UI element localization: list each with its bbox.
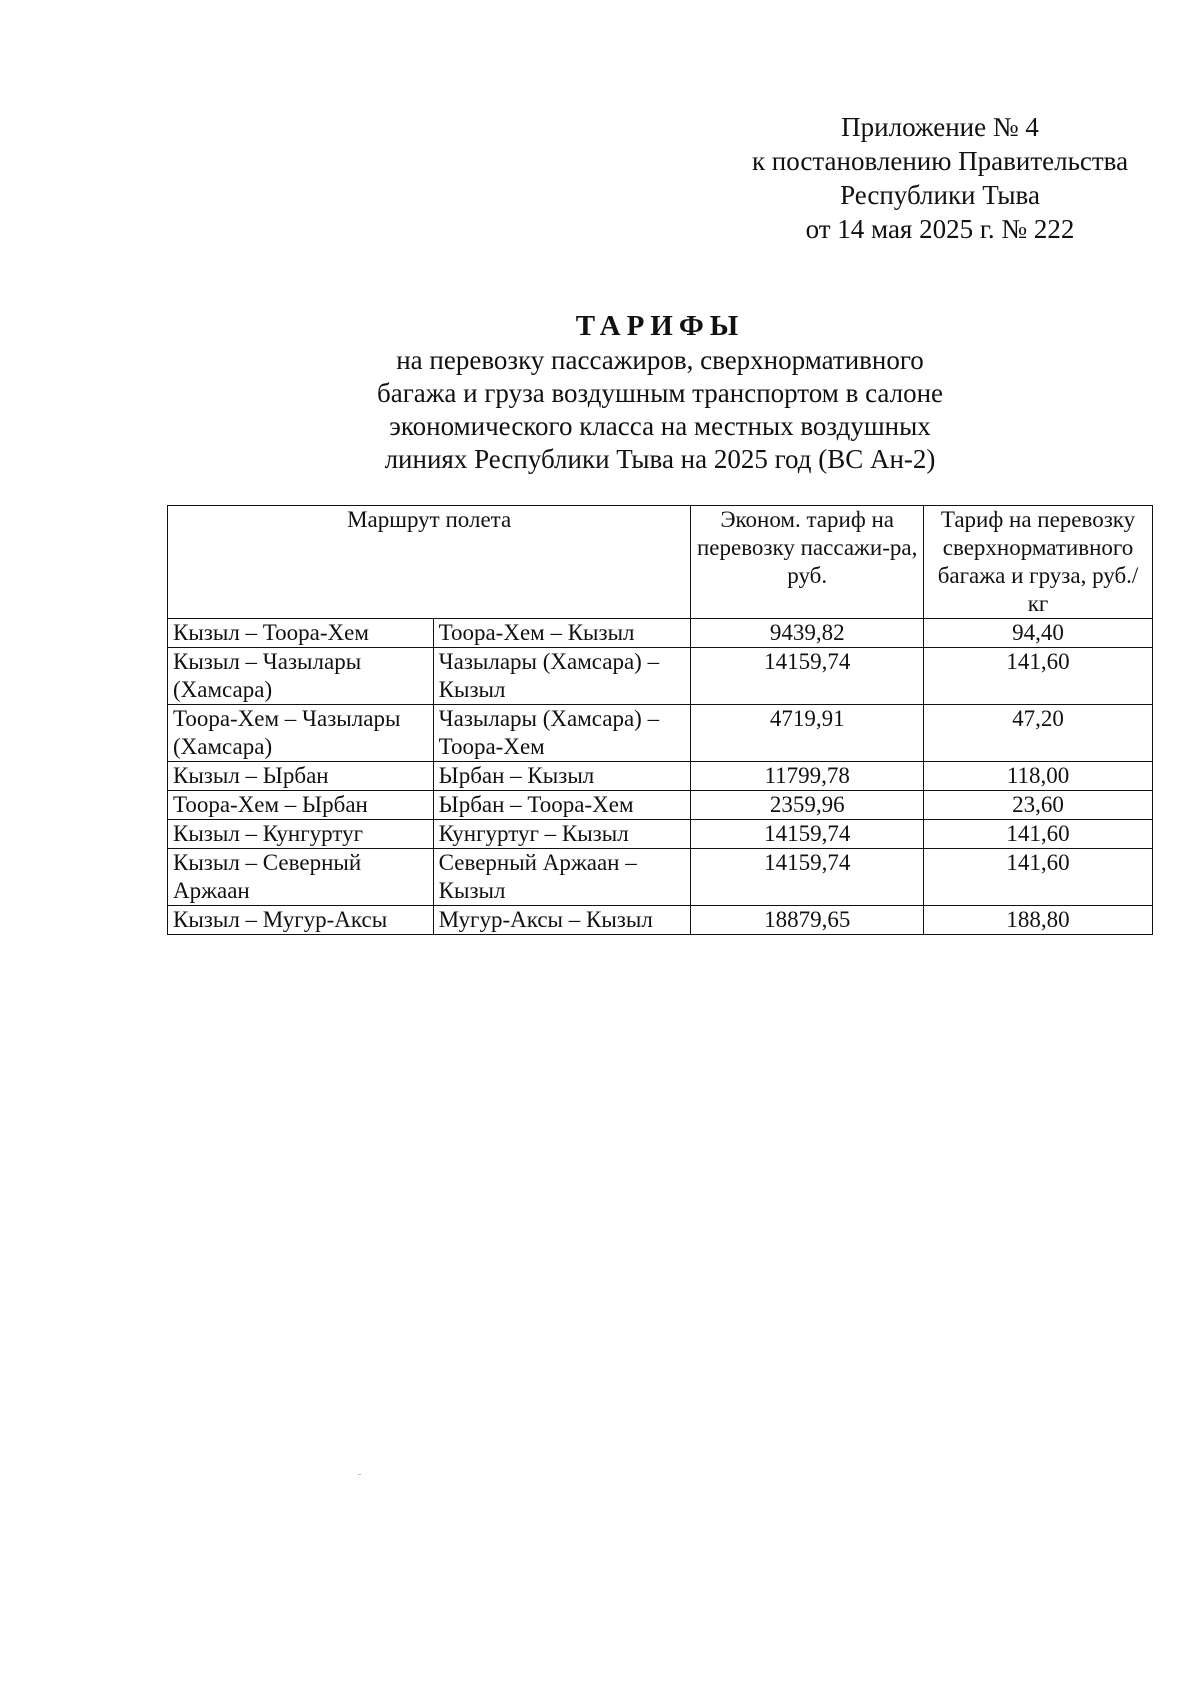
passenger-tariff: 2359,96 [691, 791, 924, 820]
route-return: Северный Аржаан – Кызыл [433, 849, 691, 906]
route-outbound: Кызыл – Мугур-Аксы [168, 906, 434, 935]
appendix-date: от 14 мая 2025 г. № 222 [805, 214, 1075, 244]
route-outbound: Кызыл – Ырбан [168, 762, 434, 791]
baggage-tariff: 141,60 [924, 849, 1153, 906]
baggage-tariff: 141,60 [924, 648, 1153, 705]
table-row [168, 820, 1153, 849]
route-outbound: Кызыл – Кунгуртуг [168, 820, 434, 849]
table-row [168, 791, 1153, 820]
subtitle-line: линиях Республики Тыва на 2025 год (ВС Ан-2) [384, 444, 936, 474]
route-outbound: Кызыл – Северный Аржаан [168, 849, 434, 906]
document-subtitle [300, 344, 1020, 476]
route-outbound: Кызыл – Тоора-Хем [168, 619, 434, 648]
passenger-tariff: 11799,78 [691, 762, 924, 791]
table-row [168, 619, 1153, 648]
route-return: Чазылары (Хамсара) – Тоора-Хем [433, 705, 691, 762]
baggage-tariff: 47,20 [924, 705, 1153, 762]
route-outbound: Тоора-Хем – Ырбан [168, 791, 434, 820]
baggage-tariff: 141,60 [924, 820, 1153, 849]
header-route: Маршрут полета [168, 506, 691, 619]
table-row [168, 705, 1153, 762]
passenger-tariff: 9439,82 [691, 619, 924, 648]
tariff-table [167, 505, 1153, 935]
scan-speck [358, 1474, 361, 1475]
route-outbound: Кызыл – Чазылары (Хамсара) [168, 648, 434, 705]
appendix-header [730, 110, 1150, 246]
table-row [168, 762, 1153, 791]
route-outbound: Тоора-Хем – Чазылары (Хамсара) [168, 705, 434, 762]
passenger-tariff: 4719,91 [691, 705, 924, 762]
appendix-reference: к постановлению Правительства [751, 146, 1129, 176]
route-return: Мугур-Аксы – Кызыл [433, 906, 691, 935]
route-return: Ырбан – Тоора-Хем [433, 791, 691, 820]
appendix-republic: Республики Тыва [840, 180, 1040, 210]
subtitle-line: экономического класса на местных воздушных [389, 411, 931, 441]
baggage-tariff: 23,60 [924, 791, 1153, 820]
table-row [168, 849, 1153, 906]
route-return: Кунгуртуг – Кызыл [433, 820, 691, 849]
route-return: Тоора-Хем – Кызыл [433, 619, 691, 648]
subtitle-line: на перевозку пассажиров, сверхнормативного [396, 345, 924, 375]
document-title: ТАРИФЫ [575, 310, 745, 342]
passenger-tariff: 14159,74 [691, 820, 924, 849]
passenger-tariff: 14159,74 [691, 648, 924, 705]
header-passenger-tariff: Эконом. тариф на перевозку пассажи-ра, руб. [691, 506, 924, 619]
header-baggage-tariff: Тариф на перевозку сверхнормативного багажа и груза, руб./кг [924, 506, 1153, 619]
table-header-row [168, 506, 1153, 619]
baggage-tariff: 94,40 [924, 619, 1153, 648]
baggage-tariff: 188,80 [924, 906, 1153, 935]
title-block [300, 308, 1020, 476]
appendix-number: Приложение № 4 [841, 112, 1039, 142]
subtitle-line: багажа и груза воздушным транспортом в салоне [376, 378, 944, 408]
baggage-tariff: 118,00 [924, 762, 1153, 791]
route-return: Ырбан – Кызыл [433, 762, 691, 791]
passenger-tariff: 18879,65 [691, 906, 924, 935]
route-return: Чазылары (Хамсара) – Кызыл [433, 648, 691, 705]
passenger-tariff: 14159,74 [691, 849, 924, 906]
table-row [168, 906, 1153, 935]
table-row [168, 648, 1153, 705]
